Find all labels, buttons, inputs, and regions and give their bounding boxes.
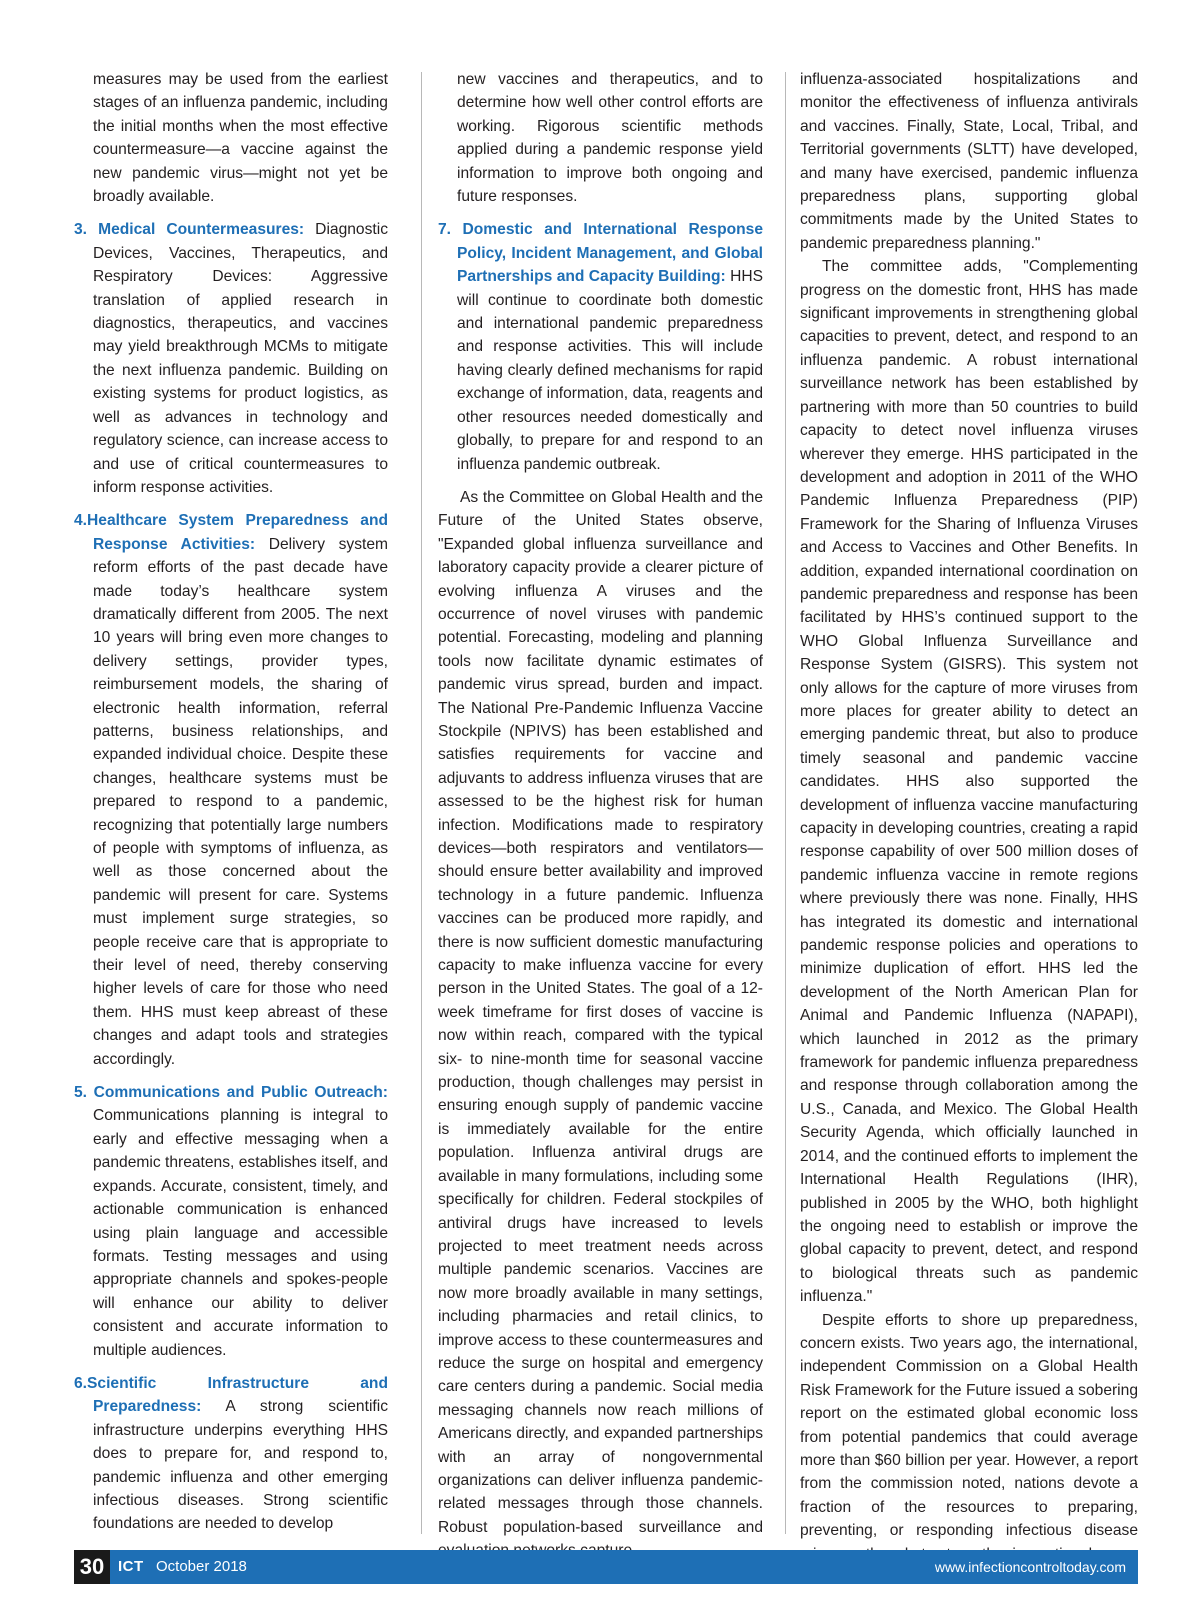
list-item-5: [74, 1081, 388, 1362]
item-body: Communications planning is integral to early and effective messaging when a pandemic threatens, establishes itself, and expands. Accurate, consistent, timely, and actionable communication is enhanced using plain language and accessible formats. Testing messages and using appropriate channels and spokes-people will enhance our ability to deliver consistent and accurate information to multiple audiences.: [93, 1107, 388, 1359]
col1-intro: measures may be used from the earliest stages of an influenza pandemic, including the initial months when the most effective countermeasure—a vaccine against the new pandemic virus—might not yet be broadly available.: [93, 71, 388, 206]
item-number: 6.: [74, 1374, 88, 1392]
body-paragraph: The committee adds, "Complementing progress on the domestic front, HHS has made significant improvements in strengthening global capacities to prevent, detect, and respond to an influenza pandemic. A robust international surveillance network has been established by partnering with more than 50 countries to build capacity to detect novel influenza viruses wherever they emerge. HHS participated in the development and adoption in 2011 of the WHO Pandemic Influenza Preparedness (PIP) Framework for the Sharing of Influenza Viruses and Access to Vaccines and Other Benefits. In addition, expanded international coordination on pandemic preparedness and response has been facilitated by HHS’s continued support to the WHO Global Influenza Surveillance and Response System (GISRS). This system not only allows for the capture of more viruses from more places for greater ability to detect an emerging pandemic threat, but also to produce timely seasonal and pandemic vaccine candidates. HHS also supported the development of influenza vaccine manufacturing capacity in developing countries, creating a rapid response capability of over 500 million doses of pandemic influenza vaccine in remote regions where previously there was none. Finally, HHS has integrated its domestic and international pandemic response policies and operations to minimize duplication of effort. HHS led the development of the North American Plan for Animal and Pandemic Influenza (NAPAPI), which launched in 2012 as the primary framework for pandemic influenza preparedness and response through collaboration among the U.S., Canada, and Mexico. The Global Health Security Agenda, which officially launched in 2014, and the continued efforts to implement the International Health Regulations (IHR), published in 2005 by the WHO, both highlight the ongoing need to establish or improve the global capacity to prevent, detect, and respond to biological threats such as pandemic influenza.": [800, 258, 1138, 1306]
list-item-7: [438, 218, 763, 475]
item-body: Delivery system reform efforts of the past decade have made today’s healthcare system dramatically different from 2005. The next 10 years will bring even more changes to delivery settings, provider types, reimbursement models, the sharing of electronic health information, referral patterns, business relationships, and expanded individual choice. Despite these changes, healthcare systems must be prepared to respond to a pandemic, recognizing that potentially large numbers of people with symptoms of influenza, as well as those concerned about the pandemic will present for care. Systems must implement surge strategies, so people receive care that is appropriate to their level of need, thereby conserving higher levels of care for those who need them. HHS must keep abreast of these changes and adapt tools and strategies accordingly.: [93, 535, 389, 1068]
item-heading: Communications and Public Outreach:: [93, 1084, 389, 1102]
column-2: [438, 68, 763, 1563]
item-body: HHS will continue to coordinate both domestic and international pandemic preparedness and response activities. This will include having clearly defined mechanisms for rapid exchange of information, data, reagents and other resources needed domestically and globally, to prepare for and respond to an influenza pandemic outbreak.: [457, 268, 763, 473]
item-heading: Medical Countermeasures:: [98, 221, 305, 239]
list-item-3: [74, 218, 388, 499]
col3-continuation: influenza-associated hospitalizations and monitor the effectiveness of influenza antivirals and vaccines. Finally, State, Local, Tribal, and Territorial governments (SLTT) have developed, and many have exercised, pandemic influenza preparedness plans, supporting global commitments made by the United States to pandemic preparedness planning.": [800, 71, 1138, 252]
item-number: 4.: [74, 512, 88, 530]
column-divider-2: [785, 72, 786, 1534]
page-footer: [74, 1550, 1138, 1584]
item-heading: Domestic and International Response Policy, Incident Management, and Global Partnerships and Capacity Building:: [457, 221, 763, 286]
item-number: 5.: [74, 1084, 88, 1102]
body-paragraph: As the Committee on Global Health and the Future of the United States observe, "Expanded global influenza surveillance and laboratory capacity provide a clearer picture of evolving influenza A viruses and the occurrence of novel viruses with pandemic potential. Forecasting, modeling and planning tools now facilitate dynamic estimates of pandemic virus spread, burden and impact. The National Pre-Pandemic Influenza Vaccine Stockpile (NPIVS) has been established and satisfies requirements for vaccine and adjuvants to address influenza viruses that are assessed to be the highest risk for human infection. Modifications made to respiratory devices—both respirators and ventilators—should ensure better availability and improved technology in a future pandemic. Influenza vaccines can be produced more rapidly, and there is now sufficient domestic manufacturing capacity to make influenza vaccine for every person in the United States. The goal of a 12-week timeframe for first doses of vaccine is now within reach, compared with the typical six- to nine-month time for seasonal vaccine production, though challenges may persist in ensuring enough supply of pandemic vaccine is immediately available for the entire population. Influenza antiviral drugs are available in many formulations, including some specifically for children. Federal stockpiles of antiviral drugs have increased to levels projected to meet treatment needs across multiple pandemic scenarios. Vaccines are now more broadly available in many settings, including pharmacies and retail clinics, to improve access to these countermeasures and reduce the surge on hospital and emergency care centers during a pandemic. Social media messaging channels now reach millions of Americans directly, and expanded partnerships with an array of nongovernmental organizations can deliver influenza pandemic-related messages through those channels. Robust population-based surveillance and: [438, 488, 763, 1536]
item-number: 3.: [74, 221, 88, 239]
item-body: A strong scientific infrastructure underpins everything HHS does to prepare for, and respond to, pandemic influenza and other emerging infectious diseases. Strong scientific foundations are needed to develop: [93, 1398, 388, 1533]
item-number: 7.: [438, 221, 452, 239]
item-heading: Healthcare System Preparedness and Response Activities:: [87, 512, 388, 553]
list-item-4: [74, 509, 388, 1071]
publication-name: ICT: [118, 1558, 144, 1575]
issue-date: October 2018: [156, 1558, 247, 1575]
column-1: [74, 68, 388, 1546]
item-body: Diagnostic Devices, Vaccines, Therapeutics, and Respiratory Devices: Aggressive translation of applied research in diagnostics, therapeutics, and vaccines may yield breakthrough MCMs to mitigate the next influenza pandemic. Building on existing systems for product logistics, as well as advances in technology and regulatory science, can increase access to and use of critical countermeasures to inform response activities.: [93, 221, 388, 496]
page-number: 30: [74, 1550, 110, 1584]
list-item-6: [74, 1372, 388, 1536]
column-3: [800, 68, 1138, 1566]
body-paragraph: Despite efforts to shore up preparedness, concern exists. Two years ago, the international, independent Commission on a Global Health Risk Framework for the Future issued a sobering report on the estimated global economic loss from potential pandemics that could average more than $60 billion per year. However, a report from the commission noted, nations devote a fraction of the resources to preparing, preventing, or responding infectious disease: [800, 1311, 1138, 1540]
item-heading: Scientific Infrastructure and Preparedness:: [87, 1374, 388, 1416]
col2-continuation: new vaccines and therapeutics, and to determine how well other control efforts are working. Rigorous scientific methods applied during a pandemic response yield information to improve both ongoing and future responses.: [457, 71, 763, 206]
website-url: www.infectioncontroltoday.com: [934, 1559, 1126, 1575]
column-divider-1: [421, 72, 422, 1534]
